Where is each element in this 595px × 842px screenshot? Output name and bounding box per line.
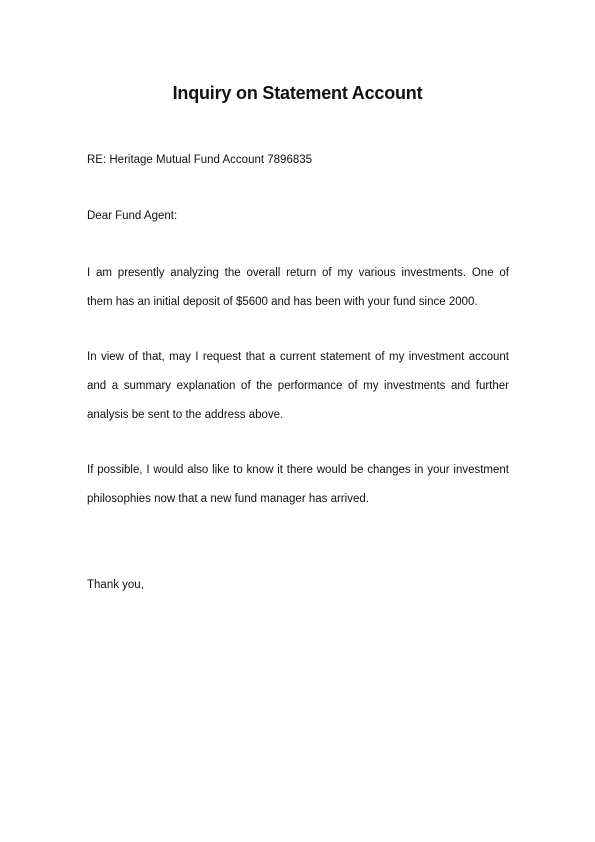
paragraph-1-line-1: I am presently analyzing the overall return of my various investments. One of — [87, 267, 509, 279]
paragraph-2-line-3: analysis be sent to the address above. — [87, 409, 284, 421]
paragraph-3 — [87, 456, 509, 514]
letter-title: Inquiry on Statement Account — [172, 83, 423, 103]
paragraph-2-line-1: In view of that, may I request that a current statement of my investment account — [87, 351, 509, 363]
salutation: Dear Fund Agent: — [87, 210, 178, 222]
reference-line: RE: Heritage Mutual Fund Account 7896835 — [87, 154, 313, 166]
paragraph-2 — [87, 343, 509, 430]
paragraph-1-line-2: them has an initial deposit of $5600 and has been with your fund since 2000. — [87, 296, 478, 308]
paragraph-3-line-1: If possible, I would also like to know it there would be changes in your investment — [87, 464, 509, 476]
paragraph-2-line-2: and a summary explanation of the performance of my investments and further — [87, 380, 509, 392]
paragraph-1 — [87, 259, 509, 317]
paragraph-3-line-2: philosophies now that a new fund manager has arrived. — [87, 493, 369, 505]
closing: Thank you, — [87, 579, 144, 591]
